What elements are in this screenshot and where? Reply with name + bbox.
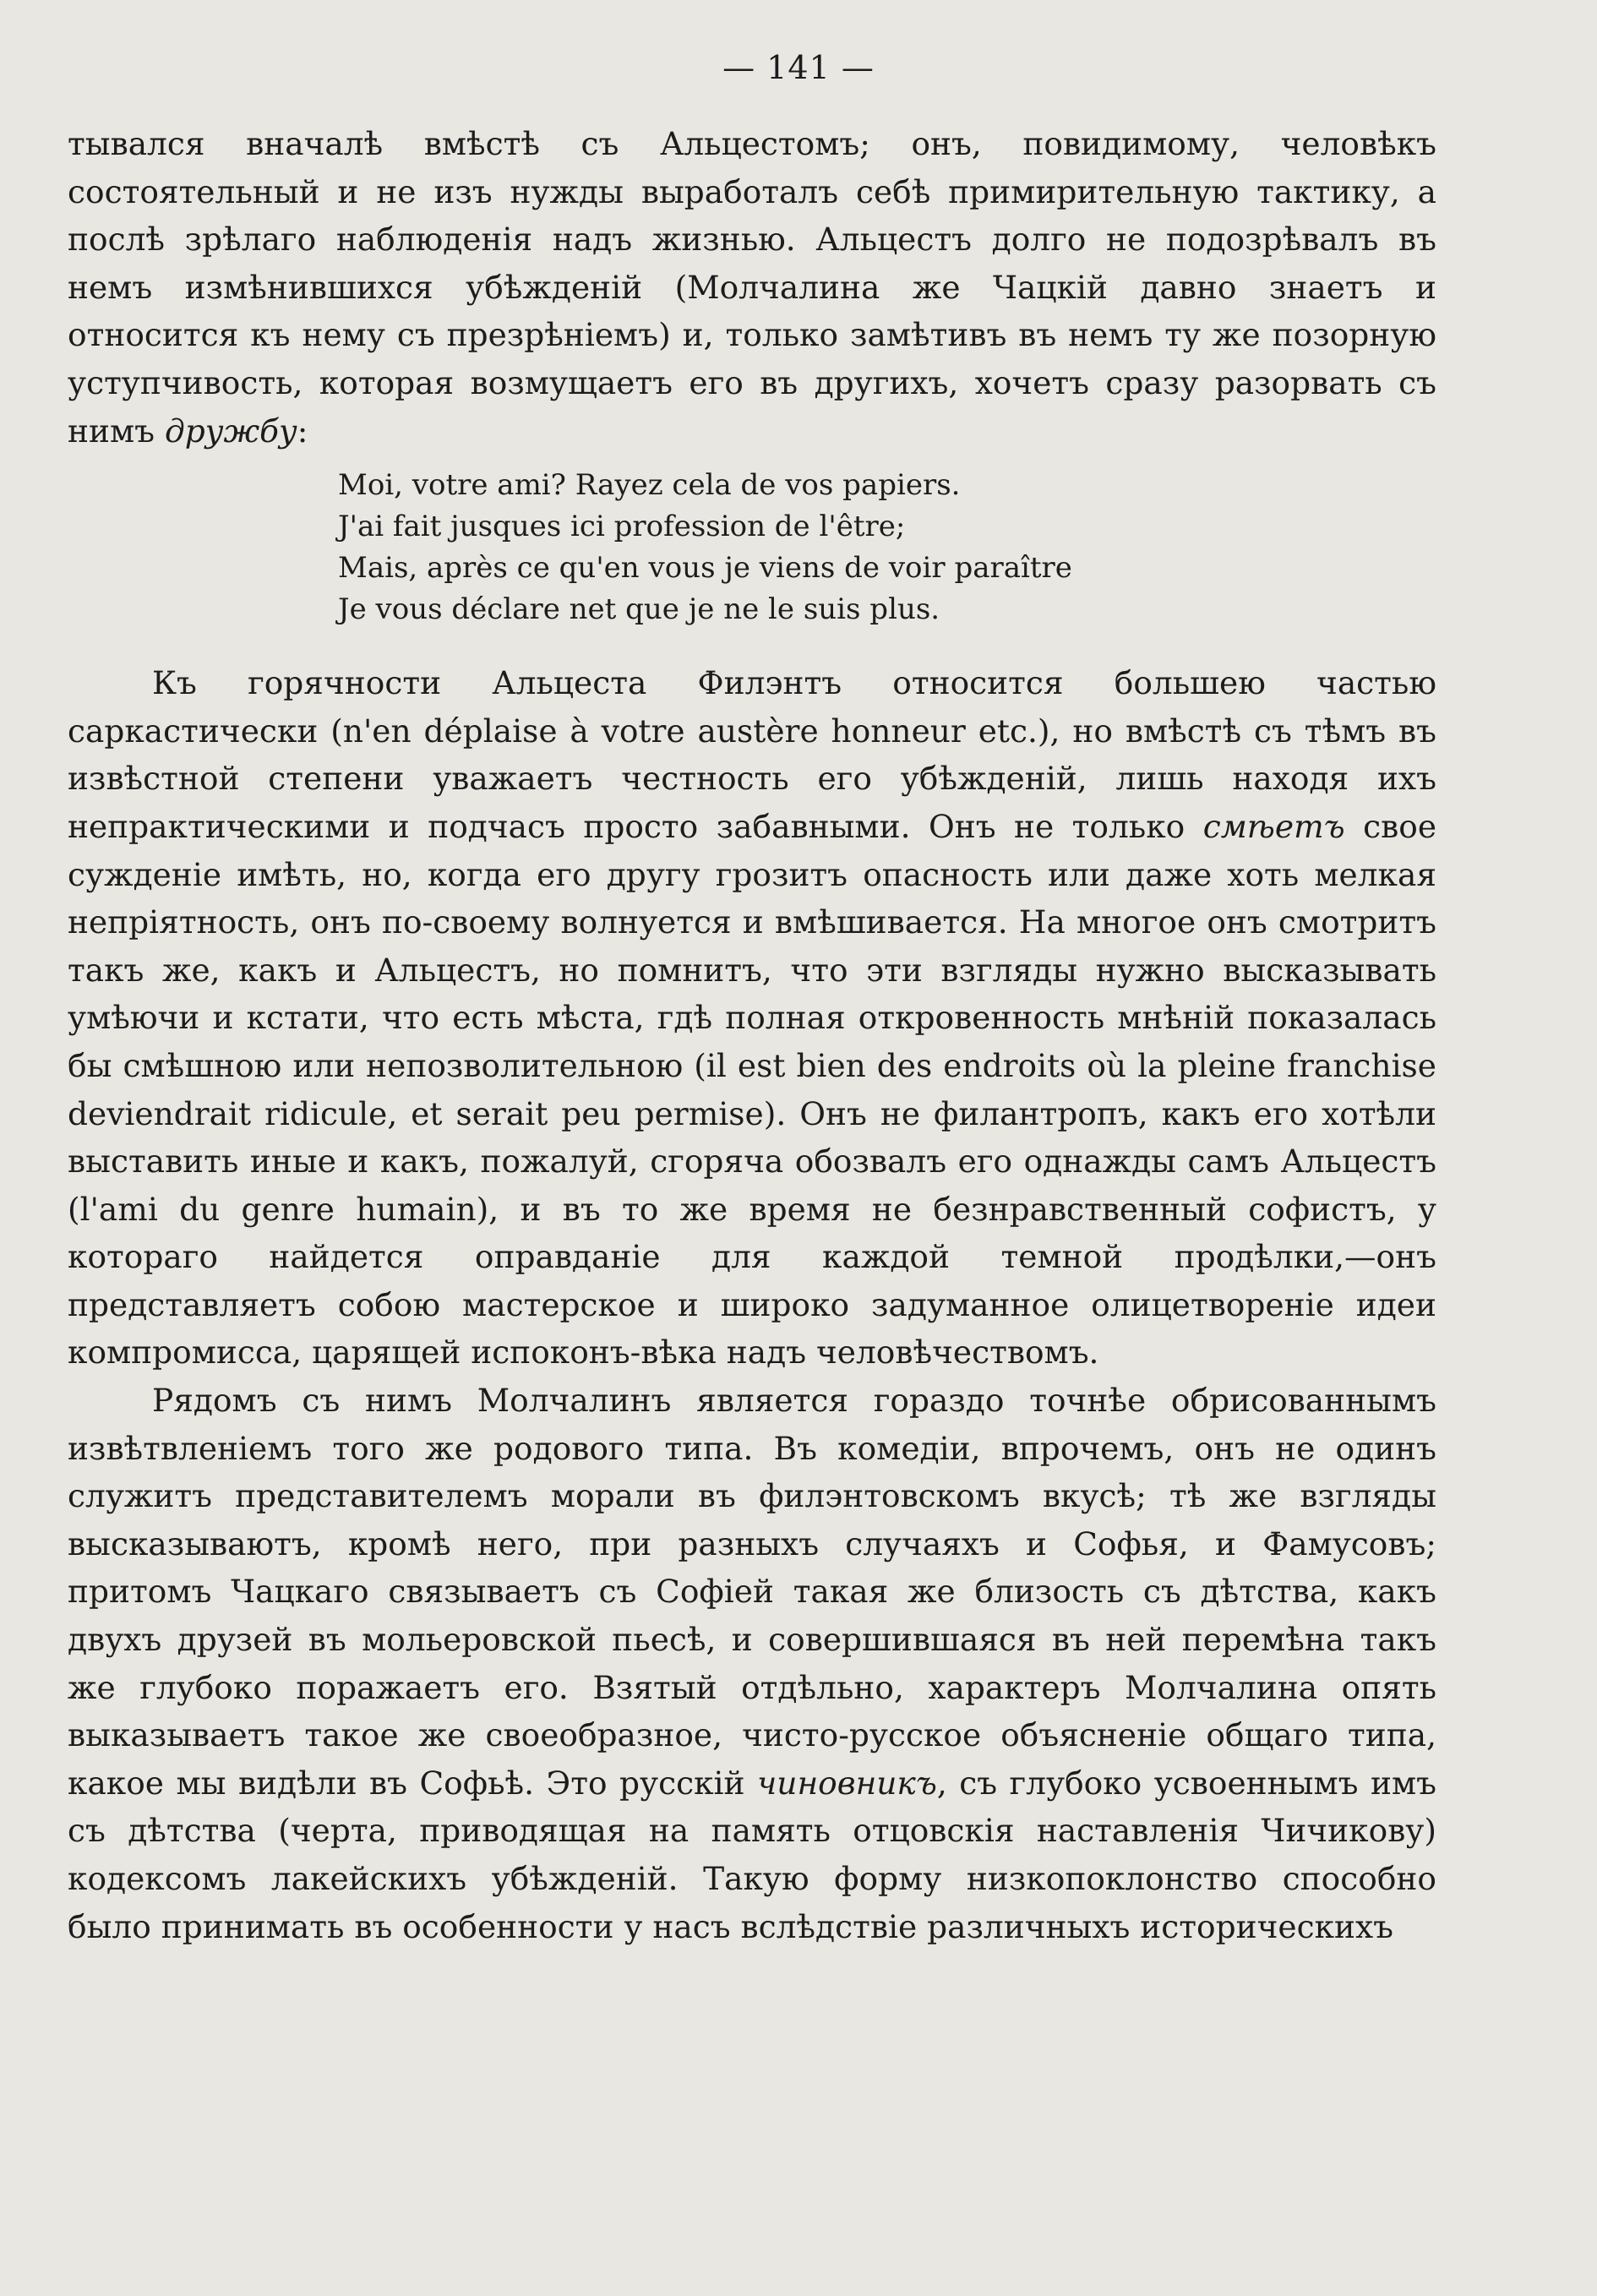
paragraph-1-colon: : [297,412,308,450]
italic-word-friendship: дружбу [164,412,297,450]
paragraph-2-text-a: Къ горячности Альцеста Филэнтъ относится большею частью саркастически (n'en déplaise à votre austère honneur etc.), но вмѣстѣ съ тѣмъ въ извѣстной степени уважаетъ честность его убѣжденій, лишь находя ихъ непрактическими и подчасъ просто забавными. Онъ не только [68,664,1436,845]
verse-quote [338,465,1436,630]
page-number: — 141 — [722,49,875,86]
verse-line: Moi, votre ami? Rayez cela de vos papiers. [338,468,961,503]
italic-word-official: чиновникъ [756,1764,937,1802]
verse-line: Mais, après ce qu'en vous je viens de voir paraître [338,551,1072,586]
paragraph-2-text-b: свое сужденіе имѣть, но, когда его другу грозитъ опасность или даже хоть мелкая непріятность, онъ по-своему волнуется и вмѣшивается. На многое онъ смотритъ такъ же, какъ и Альцестъ, но помнитъ, что эти взгляды нужно высказывать умѣючи и кстати, что есть мѣста, гдѣ полная откровенность мнѣній показалась бы смѣшною или непозволительною (il est bien des endroits où la pleine franchise deviendrait ridicule, et serait peu permise). Онъ не филантропъ, какъ его хотѣли выставить иные и какъ, пожалуй, сгоряча обозвалъ его однажды самъ Альцестъ (l'ami du genre humain), и въ то же время не безнравственный софистъ, у котораго найдется оправданіе для каждой темной продѣлки,—онъ представляетъ собою мастерское и широко задуманное олицетвореніе идеи компромисса, царящей испоконъ-вѣка надъ человѣчествомъ. [68,807,1437,1372]
paragraph-3-text-a: Рядомъ съ нимъ Молчалинъ является гораздо точнѣе обрисованнымъ извѣтвленіемъ того же родового типа. Въ комедіи, впрочемъ, онъ не одинъ служитъ представителемъ морали въ филэнтовскомъ вкусѣ; тѣ же взгляды высказываютъ, кромѣ него, при разныхъ случаяхъ и Софья, и Фамусовъ; притомъ Чацкаго связываетъ съ Софіей такая же близость съ дѣтства, какъ двухъ друзей въ мольеровской пьесѣ, и совершившаяся въ ней перемѣна такъ же глубоко поражаетъ его. Взятый отдѣльно, характеръ Молчалина опять выказываетъ такое же своеобразное, чисто-русское объясненіе общаго типа, какое мы видѣли въ Софьѣ. Это русскій [68,1382,1436,1802]
verse-line: J'ai fait jusques ici profession de l'être; [338,510,906,544]
italic-word-dares: смѣетъ [1202,807,1345,845]
verse-line: Je vous déclare net que je ne le suis plus. [338,592,940,627]
paragraph-3 [68,1377,1436,1950]
paragraph-3-text-b: , съ глубоко усвоеннымъ имъ съ дѣтства (черта, приводящая на память отцовскія наставленія Чичикову) кодексомъ лакейскихъ убѣжденій. Такую форму низкопоклонство способно было принимать въ особенности у насъ вслѣдствіе различныхъ историческихъ [68,1764,1436,1945]
paragraph-1-text: тывался вначалѣ вмѣстѣ съ Альцестомъ; онъ, повидимому, человѣкъ состоятельный и не изъ нужды выработалъ себѣ примирительную тактику, а послѣ зрѣлаго наблюденія надъ жизнью. Альцестъ долго не подозрѣвалъ въ немъ измѣнившихся убѣжденій (Молчалина же Чацкій давно знаетъ и относится къ нему съ презрѣніемъ) и, только замѣтивъ въ немъ ту же позорную уступчивость, которая возмущаетъ его въ другихъ, хочетъ сразу разорвать съ нимъ [68,125,1436,450]
paragraph-1 [68,120,1436,455]
paragraph-2 [68,659,1436,1377]
